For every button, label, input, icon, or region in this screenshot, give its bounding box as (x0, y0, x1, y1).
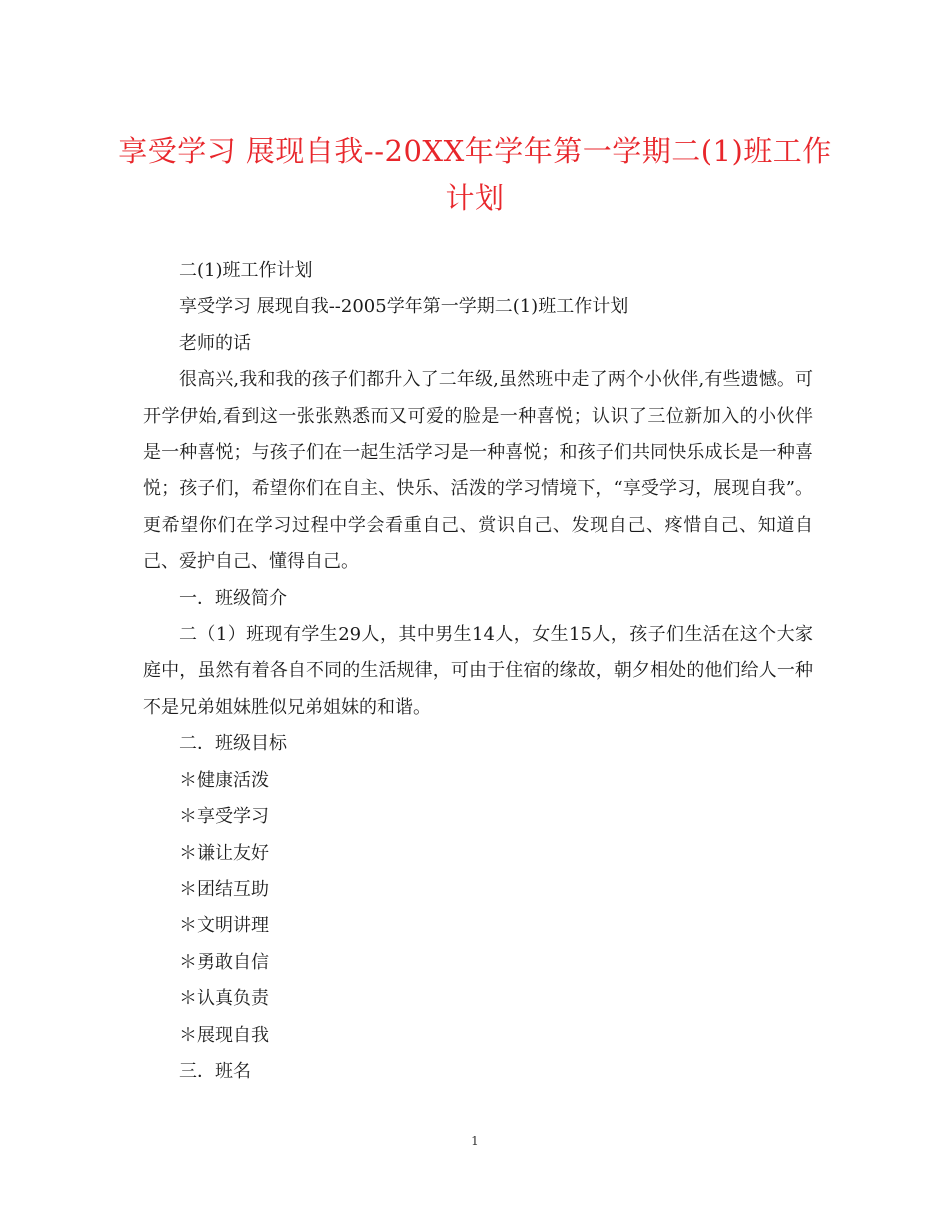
list-item: ＊文明讲理 (179, 915, 269, 937)
paragraph: 老师的话 (179, 332, 251, 354)
paragraph: 享受学习 展现自我--2005学年第一学期二(1)班工作计划 (179, 296, 629, 318)
list-item: ＊谦让友好 (179, 842, 269, 864)
paragraph: 很高兴,我和我的孩子们都升入了二年级,虽然班中走了两个小伙伴,有些遗憾。可开学伊始,看到这一张张熟悉而又可爱的脸是一种喜悦；认识了三位新加入的小伙伴是一种喜悦；与孩子们在一起生活学习是一种喜悦；和孩子们共同快乐成长是一种喜悦；孩子们，希望你们在自主、快乐、活泼的学习情境下，“享受学习，展现自我”。更希望你们在学习过程中学会看重自己、赏识自己、发现自己、疼惜自己、知道自己、爱护自己、懂得自己。 (143, 369, 813, 573)
document-title: 享受学习 展现自我--20XX年学年第一学期二(1)班工作计划 (118, 134, 832, 215)
document-body (143, 253, 813, 1090)
paragraph: 二（1）班现有学生29人，其中男生14人，女生15人，孩子们生活在这个大家庭中，虽然有着各自不同的生活规律，可由于住宿的缘故，朝夕相处的他们给人一种不是兄弟姐妹胜似兄弟姐妹的和谐。 (143, 624, 813, 718)
list-item: ＊认真负责 (179, 988, 269, 1010)
section-heading: 三．班名 (179, 1060, 251, 1082)
section-heading: 二．班级目标 (179, 733, 287, 755)
list-item: ＊享受学习 (179, 806, 269, 828)
paragraph: 二(1)班工作计划 (179, 260, 313, 281)
list-item: ＊团结互助 (179, 878, 269, 900)
section-heading: 一．班级简介 (179, 587, 287, 609)
list-item: ＊展现自我 (179, 1024, 269, 1046)
list-item: ＊健康活泼 (179, 769, 269, 791)
page-number: 1 (471, 1134, 479, 1148)
list-item: ＊勇敢自信 (179, 951, 269, 973)
